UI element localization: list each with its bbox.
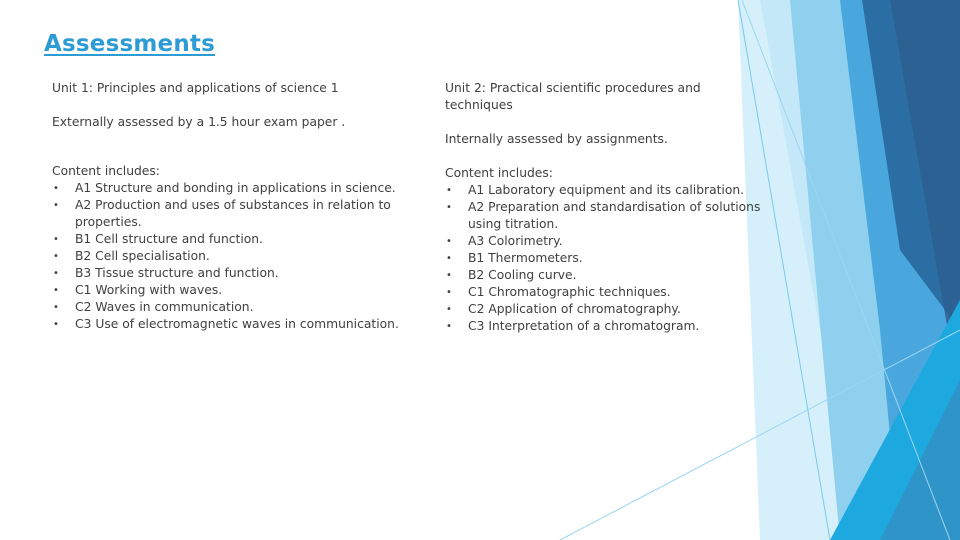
list-item: • C1 Chromatographic techniques. (446, 285, 671, 299)
list-item: • C2 Application of chromatography. (446, 302, 681, 316)
list-item: • B3 Tissue structure and function. (53, 266, 279, 280)
unit1-content-list (52, 180, 412, 333)
list-item: • A2 Production and uses of substances in relation to properties. (53, 198, 391, 229)
list-item: • A3 Colorimetry. (446, 234, 563, 248)
unit2-heading-line2: techniques (445, 98, 513, 112)
list-item: • C2 Waves in communication. (53, 300, 254, 314)
unit2-assessment: Internally assessed by assignments. (445, 132, 668, 146)
list-item: • A2 Preparation and standardisation of solutions using titration. (446, 200, 761, 231)
list-item: • B2 Cell specialisation. (53, 249, 210, 263)
list-item: • B1 Thermometers. (446, 251, 583, 265)
unit1-heading: Unit 1: Principles and applications of science 1 (52, 81, 339, 95)
list-item: • C1 Working with waves. (53, 283, 223, 297)
unit2-content-list (445, 182, 775, 335)
list-item: • A1 Laboratory equipment and its calibration. (446, 183, 745, 197)
list-item: • B1 Cell structure and function. (53, 232, 263, 246)
unit2-content-label: Content includes: (445, 166, 553, 180)
list-item: • B2 Cooling curve. (446, 268, 577, 282)
unit1-column (52, 80, 412, 333)
unit2-heading-line1: Unit 2: Practical scientific procedures and (445, 81, 701, 95)
unit1-content-label: Content includes: (52, 164, 160, 178)
unit1-assessment: Externally assessed by a 1.5 hour exam paper . (52, 115, 346, 129)
unit2-column (445, 80, 775, 335)
list-item: • C3 Use of electromagnetic waves in communication. (53, 317, 399, 331)
list-item: • C3 Interpretation of a chromatogram. (446, 319, 700, 333)
list-item: • A1 Structure and bonding in applications in science. (53, 181, 396, 195)
page-title: Assessments (44, 31, 215, 57)
